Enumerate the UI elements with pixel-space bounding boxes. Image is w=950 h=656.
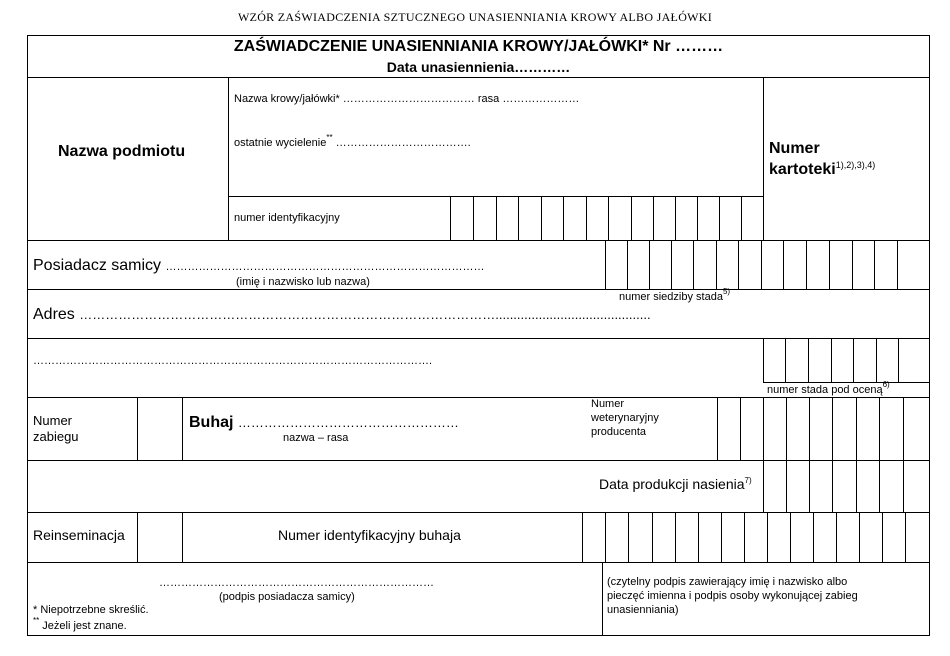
vet-number-box-divider: [903, 397, 904, 460]
herd-eval-box-divider: [763, 338, 764, 382]
vet-number-box-divider: [786, 397, 787, 460]
production-date-box-divider: [856, 460, 857, 512]
herd-seat-box-divider: [897, 240, 898, 289]
herd-eval-box-divider: [876, 338, 877, 382]
id-number-box-divider: [719, 196, 720, 240]
herd-seat-box-divider: [829, 240, 830, 289]
form-subtitle: Data unasiennienia…………: [386, 59, 571, 75]
bull-id-box-divider: [882, 512, 883, 562]
bull-id-box-divider: [905, 512, 906, 562]
bull-id-box-divider: [652, 512, 653, 562]
bull-id-box-divider: [790, 512, 791, 562]
id-number-box-divider: [473, 196, 474, 240]
id-number-box-divider: [541, 196, 542, 240]
herd-seat-box-divider: [693, 240, 694, 289]
herd-seat-box-divider: [738, 240, 739, 289]
id-number-box-divider: [586, 196, 587, 240]
herd-seat-box-divider: [605, 240, 606, 289]
vet-number-box-divider: [717, 397, 718, 460]
footnote-2: ** Jeżeli jest znane.: [33, 616, 127, 632]
vet-number-box-divider: [856, 397, 857, 460]
vet-number-box-divider: [809, 397, 810, 460]
herd-eval-box-divider: [853, 338, 854, 382]
vet-number-box-divider: [879, 397, 880, 460]
production-date-box-divider: [809, 460, 810, 512]
id-number-box-divider: [518, 196, 519, 240]
herd-seat-box-divider: [649, 240, 650, 289]
bull-id-box-divider: [582, 512, 583, 562]
numer-kartoteki-label: Numer kartoteki$^{1),2),3),4)}$: [769, 140, 876, 178]
herd-seat-box-divider: [874, 240, 875, 289]
bull-id-box-divider: [767, 512, 768, 562]
form-title: ZAŚWIADCZENIE UNASIENNIANIA KROWY/JAŁÓWKI* Nr ………: [233, 38, 724, 55]
nazwa-podmiotu-label: Nazwa podmiotu: [58, 143, 186, 160]
buhaj-caption: nazwa – rasa: [283, 432, 349, 444]
id-number-box-divider: [675, 196, 676, 240]
id-number-box-divider: [608, 196, 609, 240]
data-produkcji-label: Data produkcji nasienia$^{7)}$: [599, 476, 752, 492]
bull-id-box-divider: [859, 512, 860, 562]
herd-eval-box-border: [763, 382, 929, 383]
vet-number-box-divider: [740, 397, 741, 460]
footnote-1: * Niepotrzebne skreślić.: [33, 604, 149, 616]
herd-eval-box-divider: [785, 338, 786, 382]
production-date-box-divider: [786, 460, 787, 512]
reinseminacja-label: Reinseminacja: [33, 527, 125, 543]
herd-seat-box-divider: [783, 240, 784, 289]
herd-seat-box-divider: [627, 240, 628, 289]
herd-seat-box-divider: [806, 240, 807, 289]
bull-id-box-divider: [698, 512, 699, 562]
numer-identyfikacyjny-label: numer identyfikacyjny: [234, 212, 340, 224]
podpis-dots: …………………………………………………………………: [159, 577, 434, 589]
herd-seat-box-divider: [761, 240, 762, 289]
production-date-box-divider: [879, 460, 880, 512]
ostatnie-wycielenie-field: ostatnie wycielenie** ……………………………….: [234, 133, 471, 149]
bull-id-box-divider: [721, 512, 722, 562]
buhaj-field: Buhaj ……………………………………………: [189, 414, 459, 431]
herd-seat-box-divider: [716, 240, 717, 289]
id-number-box-divider: [450, 196, 451, 240]
herd-eval-box-divider: [808, 338, 809, 382]
numer-siedziby-stada-label: numer siedziby stada$^{5)}$: [619, 287, 731, 303]
id-number-box-divider: [741, 196, 742, 240]
herd-seat-box-divider: [671, 240, 672, 289]
numer-weterynaryjny-label: Numer weterynaryjny producenta: [591, 398, 659, 438]
adres-line-2: ……………………………………………………………………………………………….: [33, 355, 433, 367]
posiadacz-caption: (imię i nazwisko lub nazwa): [236, 276, 370, 288]
podpis-osoby-caption: (czytelny podpis zawierający imię i nazwisko albo pieczęć imienna i podpis osoby wykonującej zabieg unasienniania): [607, 576, 858, 616]
bull-id-box-divider: [813, 512, 814, 562]
id-number-box-divider: [563, 196, 564, 240]
adres-field: Adres ……………………………………………………………………………………...........................................: [33, 306, 651, 323]
top-caption: WZÓR ZAŚWIADCZENIA SZTUCZNEGO UNASIENNIANIA KROWY ALBO JAŁÓWKI: [237, 10, 713, 24]
id-number-box-divider: [697, 196, 698, 240]
bull-id-box-divider: [628, 512, 629, 562]
production-date-box-divider: [763, 460, 764, 512]
posiadacz-samicy-field: Posiadacz samicy ……………………………………………………………………………: [33, 257, 485, 274]
numer-zabiegu-label: Numer zabiegu: [33, 413, 79, 444]
bull-id-box-divider: [836, 512, 837, 562]
numer-id-buhaja-label: Numer identyfikacyjny buhaja: [278, 527, 461, 543]
bull-id-box-divider: [605, 512, 606, 562]
production-date-box-divider: [903, 460, 904, 512]
numer-stada-pod-ocena-label: numer stada pod oceną$^{6)}$: [767, 380, 890, 396]
id-number-box-divider: [631, 196, 632, 240]
herd-eval-box-divider: [898, 338, 899, 382]
id-number-box-divider: [496, 196, 497, 240]
nazwa-krowy-field: Nazwa krowy/jałówki* ……………………………… rasa …………………: [234, 93, 580, 105]
bull-id-box-divider: [744, 512, 745, 562]
vet-number-box-divider: [763, 397, 764, 460]
vet-number-box-divider: [832, 397, 833, 460]
bull-id-box-divider: [675, 512, 676, 562]
id-number-box-divider: [653, 196, 654, 240]
herd-seat-box-divider: [852, 240, 853, 289]
podpis-posiadacza-caption: (podpis posiadacza samicy): [219, 591, 355, 603]
herd-eval-box-divider: [831, 338, 832, 382]
production-date-box-divider: [832, 460, 833, 512]
